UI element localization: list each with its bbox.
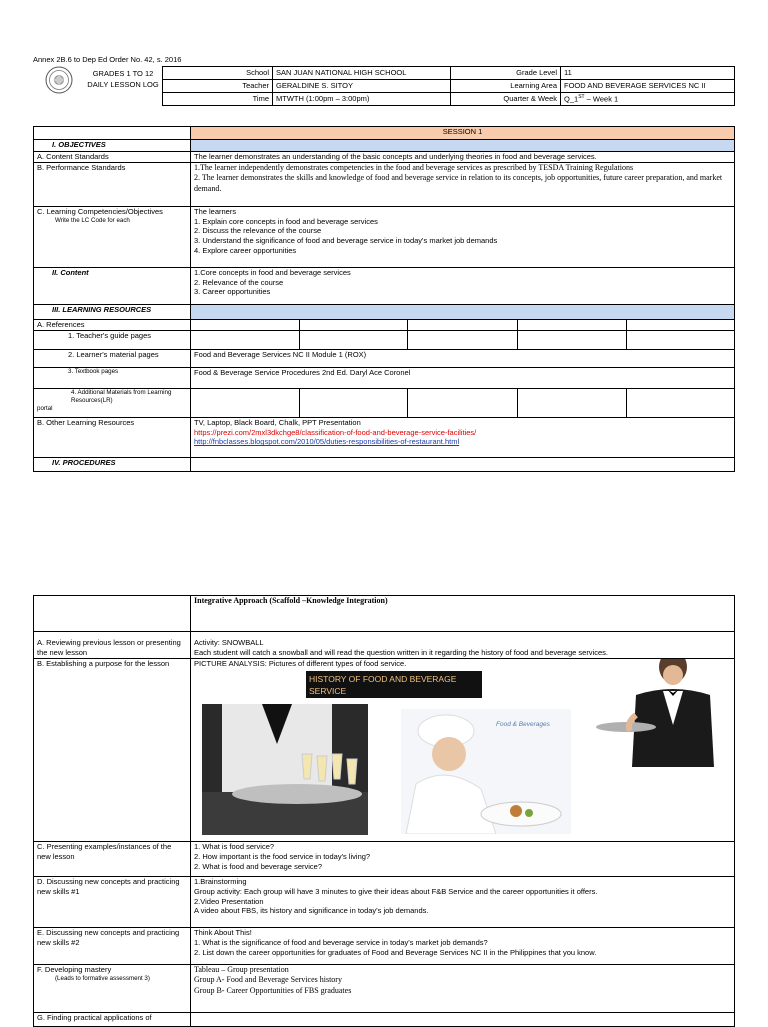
- annex-reference: Annex 2B.6 to Dep Ed Order No. 42, s. 2016: [33, 55, 182, 64]
- learning-competencies-list: The learners 1. Explain core concepts in food and beverage services 2. Discuss the relevance of the course 3. Understand the significance of food and beverage service in today's market job demands 4. Explore career opportunities: [191, 206, 735, 267]
- content-standards-label: A. Content Standards: [34, 152, 191, 163]
- developing-mastery-list: Tableau – Group presentation Group A- Food and Beverage Services history Group B- Career Opportunities of FBS graduates: [191, 965, 735, 1013]
- fnbclasses-link[interactable]: http://fnbclasses.blogspot.com/2010/05/duties-responsibilities-of-restaurant.html: [194, 437, 460, 447]
- presenting-examples-label: C. Presenting examples/instances of the new lesson: [34, 842, 191, 877]
- content-list: 1.Core concepts in food and beverage services 2. Relevance of the course 3. Career opportunities: [191, 267, 735, 304]
- content-heading: II. Content: [34, 267, 191, 304]
- references-label: A. References: [34, 319, 191, 330]
- discussing-concepts-2-label: E. Discussing new concepts and practicing new skills #2: [34, 928, 191, 965]
- learning-resources-heading: III. LEARNING RESOURCES: [34, 304, 191, 319]
- waiter-with-glasses-photo: [202, 704, 368, 835]
- grades-label: GRADES 1 TO 12: [92, 69, 154, 78]
- other-resources-label: B. Other Learning Resources: [34, 417, 191, 457]
- performance-standards-text: 1.The learner independently demonstrates competencies in the food and beverage services as prescribed by TESDA Training Regulations 2. The learner demonstrates the skills and knowledge of food and beverage service in relation to its concepts, job opportunities, future career preparation, and market demand.: [191, 162, 735, 206]
- prezi-link[interactable]: https://prezi.com/2mxl3dkchge8/classification-of-food-and-beverage-service-facilities/: [194, 427, 477, 437]
- food-beverages-caption: Food & Beverages: [496, 721, 550, 728]
- content-standards-text: The learner demonstrates an understanding of the basic concepts and underlying theories in food and beverage services.: [191, 152, 735, 163]
- daily-lesson-log-label: DAILY LESSON LOG: [87, 80, 159, 90]
- additional-materials-label: 4. Additional Materials from Learning Resources(LR) portal: [34, 388, 191, 417]
- waiter-with-tray-photo: [596, 659, 731, 768]
- session-header: SESSION 1: [191, 127, 735, 140]
- time-label: Time: [163, 92, 273, 105]
- picture-analysis-text: PICTURE ANALYSIS: Pictures of different types of food service.: [194, 659, 407, 668]
- textbook-pages-label: 3. Textbook pages: [34, 367, 191, 388]
- objectives-heading: I. OBJECTIVES: [34, 140, 191, 152]
- history-banner-image: HISTORY OF FOOD AND BEVERAGE SERVICE: [306, 671, 482, 698]
- reviewing-lesson-label: A. Reviewing previous lesson or presenting the new lesson: [34, 632, 191, 659]
- integrative-approach-heading: Integrative Approach (Scaffold –Knowledge Integration): [191, 596, 735, 632]
- discussing-concepts-1-list: 1.Brainstorming Group activity: Each group will have 3 minutes to give their ideas about F&B Service and the career opportunities it offers. 2.Video Presentation A video about FBS, its history and significance in today's job demands.: [191, 877, 735, 928]
- grade-level-value: 11: [561, 67, 735, 80]
- school-value: SAN JUAN NATIONAL HIGH SCHOOL: [273, 67, 451, 80]
- teacher-label: Teacher: [163, 79, 273, 92]
- learners-material-label: 2. Learner's material pages: [34, 349, 191, 367]
- practical-applications-label: G. Finding practical applications of: [34, 1013, 191, 1027]
- lesson-plan-table-1: [33, 126, 735, 472]
- teachers-guide-label: 1. Teacher's guide pages: [34, 330, 191, 349]
- establishing-purpose-cell: [191, 659, 735, 842]
- other-resources-value: TV, Laptop, Black Board, Chalk, PPT Presentation https://prezi.com/2mxl3dkchge8/classification-of-food-and-beverage-service-facilities/ http://fnbclasses.blogspot.com/2010/05/duties-responsibilities-of-restaurant.html: [191, 417, 735, 457]
- textbook-pages-value: Food & Beverage Service Procedures 2nd Ed. Daryl Ace Coronel: [191, 367, 735, 388]
- school-label: School: [163, 67, 273, 80]
- learning-competencies-label: C. Learning Competencies/Objectives Write the LC Code for each: [34, 206, 191, 267]
- lesson-plan-table-2: [33, 595, 735, 1027]
- deped-seal-logo: [45, 66, 73, 94]
- learning-area-value: FOOD AND BEVERAGE SERVICES NC II: [561, 79, 735, 92]
- discussing-concepts-1-label: D. Discussing new concepts and practicing new skills #1: [34, 877, 191, 928]
- time-value: MTWTH (1:00pm – 3:00pm): [273, 92, 451, 105]
- grade-level-label: Grade Level: [451, 67, 561, 80]
- discussing-concepts-2-list: Think About This! 1. What is the significance of food and beverage service in today's market job demands? 2. List down the career opportunities for graduates of Food and Beverage Services NC II in the Philippines that you know.: [191, 928, 735, 965]
- quarter-week-value: Q_1ST – Week 1: [561, 92, 735, 105]
- developing-mastery-label: F. Developing mastery (Leads to formative assessment 3): [34, 965, 191, 1013]
- reviewing-lesson-text: Activity: SNOWBALL Each student will catch a snowball and will read the question written in it regarding the history of food and beverage services.: [191, 632, 735, 659]
- teacher-value: GERALDINE S. SITOY: [273, 79, 451, 92]
- learners-material-value: Food and Beverage Services NC II Module 1 (ROX): [191, 349, 735, 367]
- establishing-purpose-label: B. Establishing a purpose for the lesson: [34, 659, 191, 842]
- learning-area-label: Learning Area: [451, 79, 561, 92]
- performance-standards-label: B. Performance Standards: [34, 162, 191, 206]
- presenting-examples-list: 1. What is food service? 2. How important is the food service in today's living? 2. What is food and beverage service?: [191, 842, 735, 877]
- header-table: [162, 66, 735, 106]
- quarter-week-label: Quarter & Week: [451, 92, 561, 105]
- procedures-heading: IV. PROCEDURES: [34, 457, 191, 471]
